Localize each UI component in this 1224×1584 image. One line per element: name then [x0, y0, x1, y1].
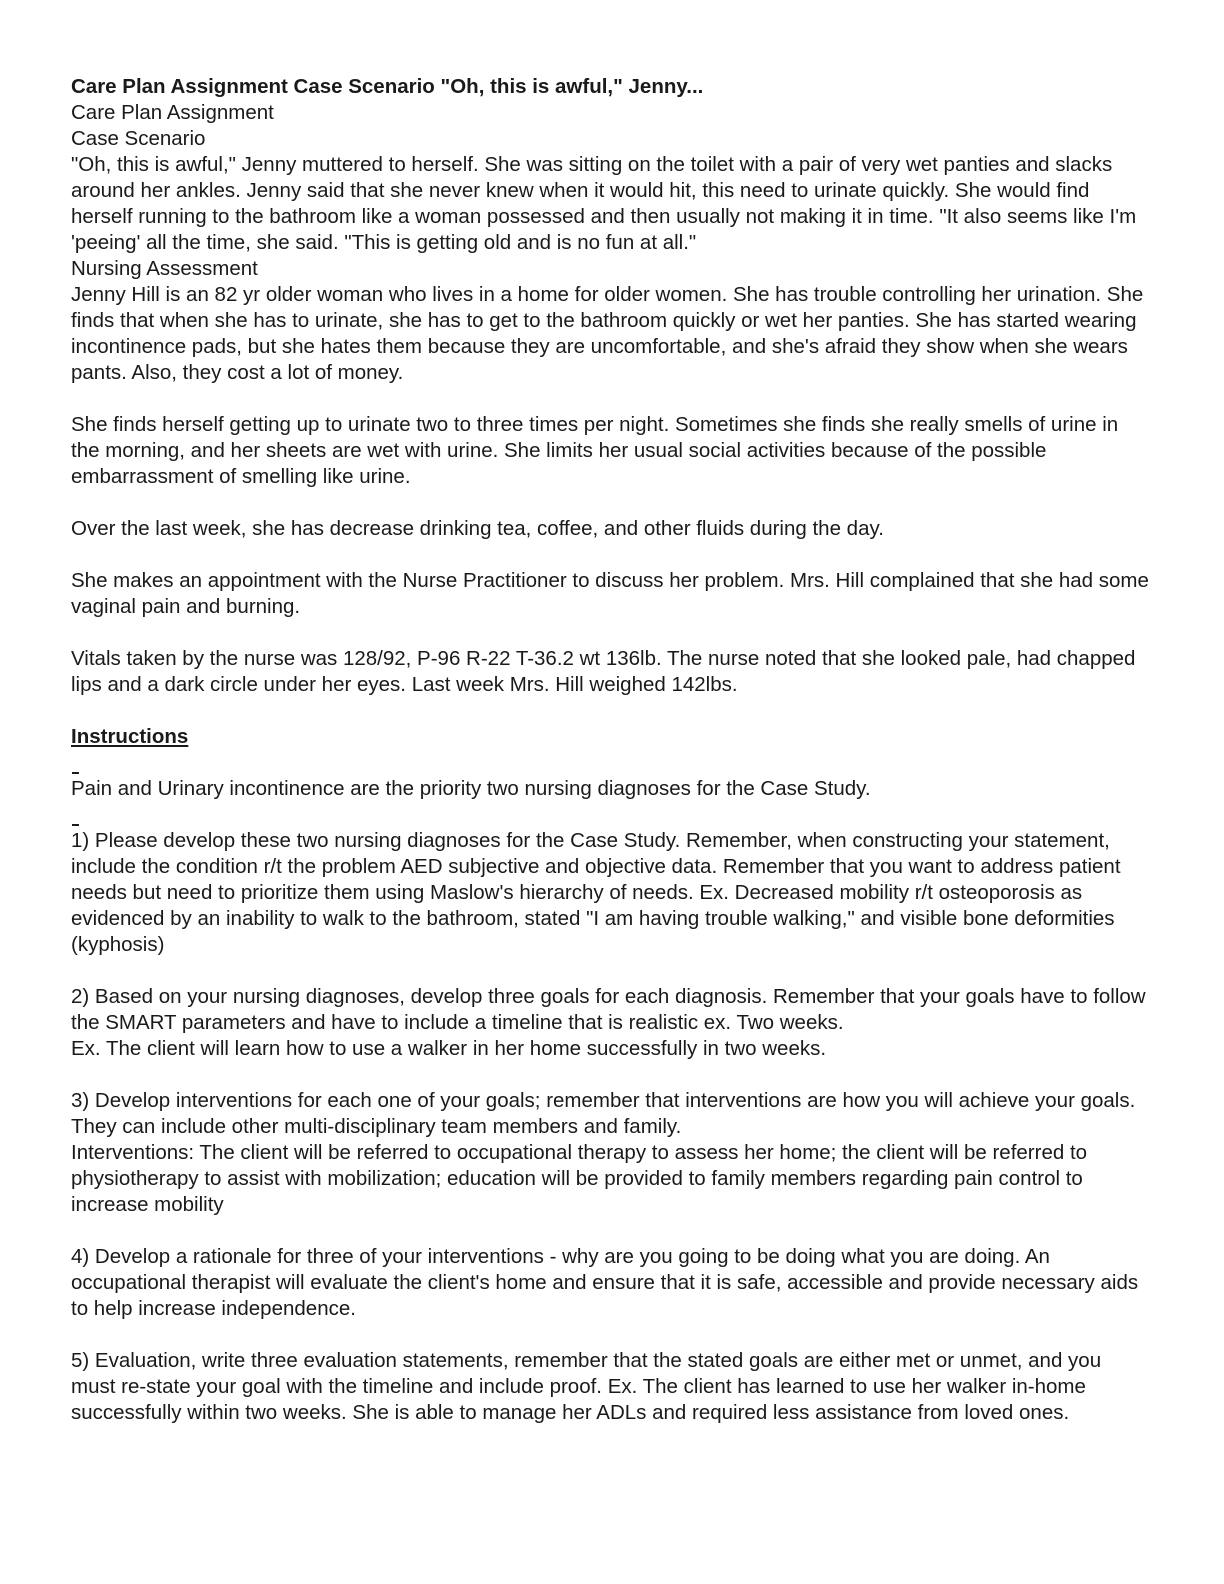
spacer — [71, 620, 1151, 646]
instruction-item: 1) Please develop these two nursing diagnoses for the Case Study. Remember, when constructing your statement, include the condition r/t the problem AED subjective and objective data. Remember that you want to address patient needs but need to prioritize them using Maslow's hierarchy of needs. Ex. Decreased mobility r/t osteoporosis as evidenced by an inability to walk to the bathroom, stated "I am having trouble walking," and visible bone deformities (kyphosis) — [71, 829, 1121, 956]
instructions-heading: Instructions — [71, 725, 189, 748]
instruction-example: Interventions: The client will be referred to occupational therapy to assess her home; the client will be referred to physiotherapy to assist with mobilization; education will be provided to family members regarding pain control to increase mobility — [71, 1141, 1088, 1216]
spacer — [71, 958, 1151, 984]
instruction-item: 4) Develop a rationale for three of your interventions - why are you going to be doing what you are doing. An occupational therapist will evaluate the client's home and ensure that it is safe, accessible and provide necessary aids to help increase independence. — [71, 1245, 1139, 1320]
subtitle-case-scenario: Case Scenario — [71, 127, 206, 150]
assessment-paragraph: She finds herself getting up to urinate two to three times per night. Sometimes she finds she really smells of urine in the morning, and her sheets are wet with urine. She limits her usual social activities because of the possible embarrassment of smelling like urine. — [71, 413, 1119, 488]
scenario-paragraph: "Oh, this is awful," Jenny muttered to herself. She was sitting on the toilet with a pair of very wet panties and slacks around her ankles. Jenny said that she never knew when it would hit, this need to urinate quickly. She would find herself running to the bathroom like a woman possessed and then usually not making it in time. "It also seems like I'm 'peeing' all the time, she said. "This is getting old and is no fun at all." — [71, 153, 1137, 254]
assessment-heading: Nursing Assessment — [71, 257, 258, 280]
instruction-item: 2) Based on your nursing diagnoses, develop three goals for each diagnosis. Remember that your goals have to follow the SMART parameters and have to include a timeline that is realistic ex. Two weeks. — [71, 985, 1146, 1034]
assessment-paragraph: Jenny Hill is an 82 yr older woman who lives in a home for older women. She has trouble controlling her urination. She finds that when she has to urinate, she has to get to the bathroom quickly or wet her panties. She has started wearing incontinence pads, but she hates them because they are uncomfortable, and she's afraid they show when she wears pants. Also, they cost a lot of money. — [71, 283, 1144, 384]
bullet-mark — [71, 802, 1151, 828]
assessment-paragraph: Over the last week, she has decrease drinking tea, coffee, and other fluids during the day. — [71, 517, 884, 540]
spacer — [71, 1322, 1151, 1348]
spacer — [71, 386, 1151, 412]
instruction-item: 3) Develop interventions for each one of your goals; remember that interventions are how you will achieve your goals. They can include other multi-disciplinary team members and family. — [71, 1089, 1136, 1138]
bullet-mark — [71, 750, 1151, 776]
document-page — [71, 74, 1151, 1426]
priority-statement: Pain and Urinary incontinence are the priority two nursing diagnoses for the Case Study. — [71, 777, 871, 800]
instruction-example: Ex. The client will learn how to use a walker in her home successfully in two weeks. — [71, 1037, 827, 1060]
subtitle-care-plan: Care Plan Assignment — [71, 101, 274, 124]
spacer — [71, 542, 1151, 568]
spacer — [71, 698, 1151, 724]
assessment-paragraph: She makes an appointment with the Nurse Practitioner to discuss her problem. Mrs. Hill complained that she had some vaginal pain and burning. — [71, 569, 1149, 618]
spacer — [71, 490, 1151, 516]
document-title: Care Plan Assignment Case Scenario "Oh, this is awful," Jenny... — [71, 75, 704, 98]
spacer — [71, 1062, 1151, 1088]
instruction-item: 5) Evaluation, write three evaluation statements, remember that the stated goals are either met or unmet, and you must re-state your goal with the timeline and include proof. Ex. The client has learned to use her walker in-home successfully within two weeks. She is able to manage her ADLs and required less assistance from loved ones. — [71, 1349, 1102, 1424]
spacer — [71, 1218, 1151, 1244]
vitals-paragraph: Vitals taken by the nurse was 128/92, P-96 R-22 T-36.2 wt 136lb. The nurse noted that she looked pale, had chapped lips and a dark circle under her eyes. Last week Mrs. Hill weighed 142lbs. — [71, 647, 1136, 696]
